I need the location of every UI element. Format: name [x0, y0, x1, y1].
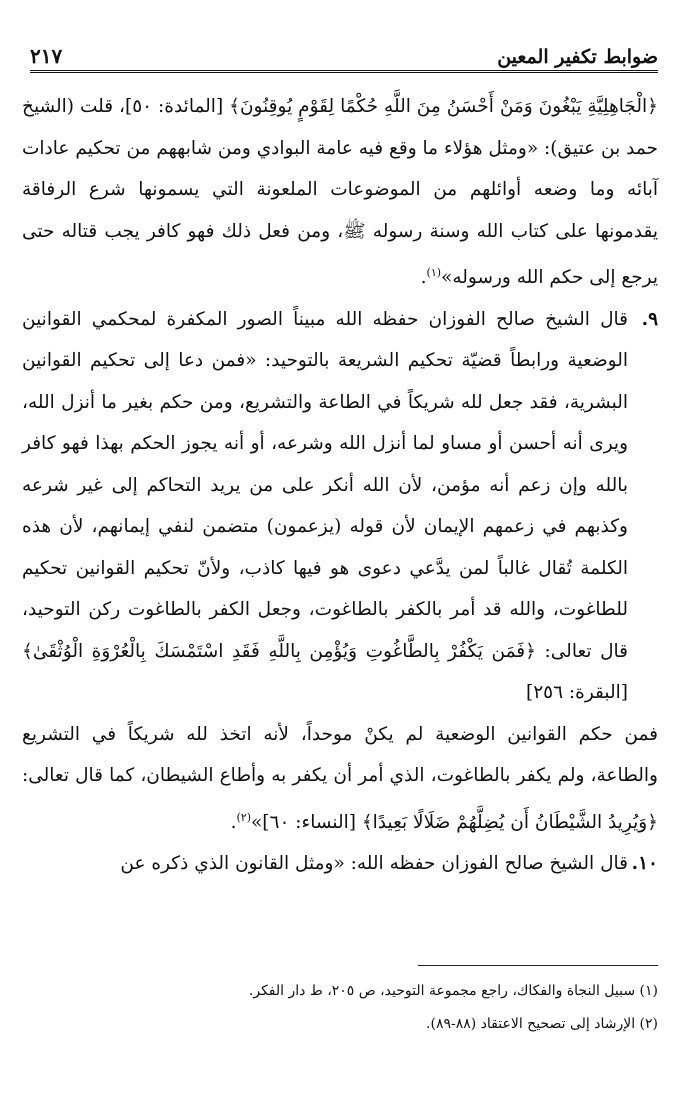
item-10-text: قال الشيخ صالح الفوزان حفظه الله: «ومثل القانون الذي ذكره عن: [120, 853, 628, 875]
item-number-10: ١٠.: [631, 853, 658, 875]
paragraph-2: فمن حكم القوانين الوضعية لم يكنْ موحداً، لأنه اتخذ لله شريكاً في التشريع والطاعة، ولم يكفر بالطاغوت، الذي أمر أن يكفر به وأطاع الشيطان، كما قال تعالى: ﴿وَيُرِيدُ الشَّيْطَانُ أَن يُضِلَّهُمْ ضَلَالًا بَعِيدًا﴾ [النساء: ٦٠]»$^{(٢)}$.: [22, 723, 658, 833]
footnote-ref-2: (٢): [236, 810, 251, 824]
list-item-10: [22, 843, 658, 885]
footnote-ref-1: (١): [426, 266, 442, 279]
list-item-9: [22, 299, 658, 714]
paragraph-2-text: فمن حكم القوانين الوضعية لم يكنْ موحداً، لأنه اتخذ لله شريكاً في التشريع والطاعة، ولم يكفر بالطاغوت، الذي أمر أن يكفر به وأطاع الشيطان، كما قال تعالى: ﴿وَيُرِيدُ الشَّيْطَانُ أَن يُضِلَّهُمْ ضَلَالًا بَعِيدًا﴾ [النساء: ٦٠]»: [22, 723, 658, 833]
footnote-2: (٢) الإرشاد إلى تصحيح الاعتقاد (٨٨-٨٩).: [426, 1016, 658, 1032]
page-header: [30, 28, 658, 68]
paragraph-1: ﴿الْجَاهِلِيَّةِ يَبْغُونَ وَمَنْ أَحْسَنُ مِنَ اللَّهِ حُكْمًا لِقَوْمٍ يُوقِنُونَ﴾ [المائدة: ٥٠]، قلت (الشيخ حمد بن عتيق): «ومثل هؤلاء ما وقع فيه عامة البوادي ومن شابههم من تحكيم عادات آبائه وما وضعه أوائلهم من الموضوعات الملعونة التي يسمونها شرع الرفاقة يقدمونها على كتاب الله وسنة رسوله ﷺ، ومن فعل ذلك فهو كافر يجب قتاله حتى يرجع إلى حكم الله ورسوله»$^{(١)}$.: [22, 96, 658, 289]
paragraph-1-text: ﴿الْجَاهِلِيَّةِ يَبْغُونَ وَمَنْ أَحْسَنُ مِنَ اللَّهِ حُكْمًا لِقَوْمٍ يُوقِنُونَ﴾ [المائدة: ٥٠]، قلت (الشيخ حمد بن عتيق): «ومثل هؤلاء ما وقع فيه عامة البوادي ومن شابههم من تحكيم عادات آبائه وما وضعه أوائلهم من الموضوعات الملعونة التي يسمونها شرع الرفاقة يقدمونها على كتاب الله وسنة رسوله ﷺ، ومن فعل ذلك فهو كافر يجب قتاله حتى يرجع إلى حكم الله ورسوله»: [22, 96, 658, 289]
page-number: ٢١٧: [30, 44, 63, 68]
item-number-9: ٩.: [641, 308, 658, 330]
footnote-separator: [418, 965, 658, 966]
footnotes: [22, 975, 658, 1041]
running-title: ضوابط تكفير المعين: [497, 46, 658, 68]
header-divider: [30, 70, 658, 73]
page-body: [22, 86, 658, 885]
item-9-text: قال الشيخ صالح الفوزان حفظه الله مبيناً الصور المكفرة لمحكمي القوانين الوضعية ورابطاً قضيّة تحكيم الشريعة بالتوحيد: «فمن دعا إلى تحكيم القوانين البشرية، فقد جعل لله شريكاً في الطاعة والتشريع، ومن حكم بغير ما أنزل الله، ويرى أنه أحسن أو مساو لما أنزل الله وشرعه، أو أنه يجوز الحكم بهذا فهو كافر بالله وإن زعم أنه مؤمن، لأن الله أنكر على من يريد التحاكم إلى غير شرعه وكذبهم في زعمهم الإيمان لأن قوله (يزعمون) متضمن لنفي إيمانهم، لأن هذه الكلمة تُقال غالباً لمن يدَّعي دعوى هو فيها كاذب، ولأنّ تحكيم القوانين تحكيم للطاغوت، والله قد أمر بالكفر بالطاغوت، وجعل الكفر بالطاغوت ركن التوحيد، قال تعالى: ﴿فَمَن يَكْفُرْ بِالطَّاغُوتِ وَيُؤْمِن بِاللَّهِ فَقَدِ اسْتَمْسَكَ بِالْعُرْوَةِ الْوُثْقَىٰ﴾ [البقرة: ٢٥٦]: [22, 308, 628, 704]
footnote-1: (١) سبيل النجاة والفكاك، راجع مجموعة التوحيد، ص ٢٠٥، ط دار الفكر.: [248, 983, 658, 999]
